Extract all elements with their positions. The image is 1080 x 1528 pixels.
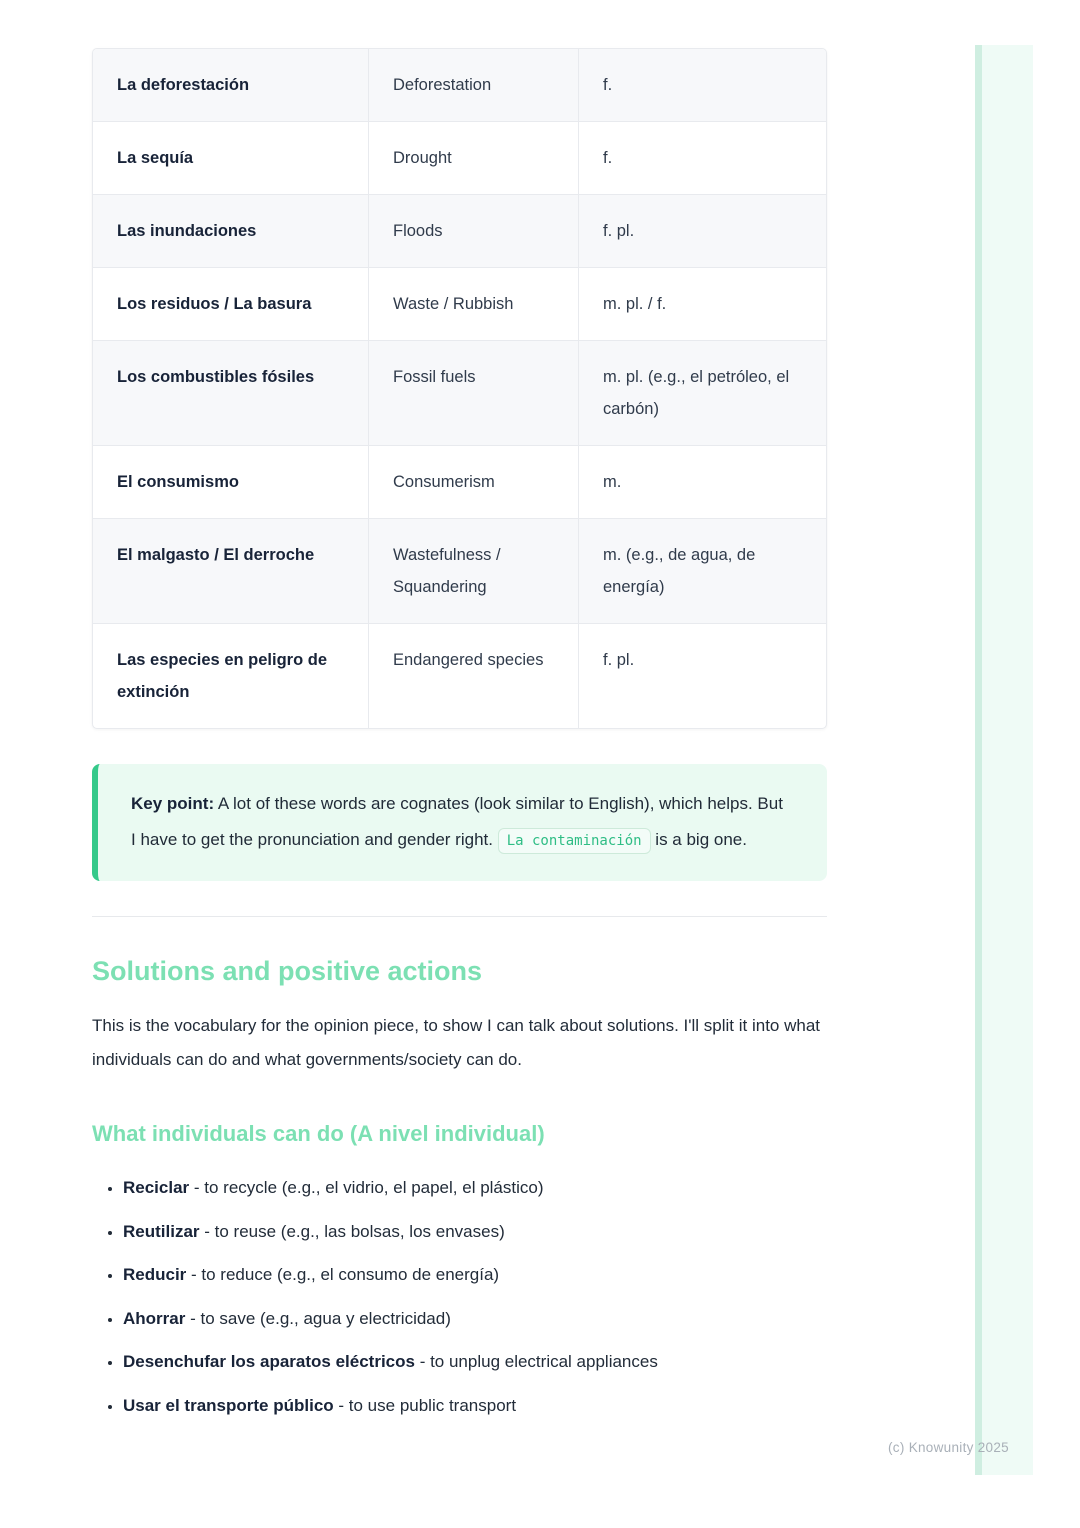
spanish-term-cell: Las especies en peligro de extinción: [117, 651, 328, 701]
key-point-callout: [92, 764, 827, 881]
action-list-item: [123, 1349, 827, 1374]
spanish-term-cell: Los residuos / La basura: [117, 295, 312, 313]
gender-cell: f. pl.: [578, 624, 826, 728]
action-term: Desenchufar los aparatos eléctricos: [123, 1352, 415, 1371]
table-row: [93, 623, 826, 728]
spanish-term-cell: La sequía: [117, 149, 194, 167]
spanish-term-cell: La deforestación: [117, 76, 250, 94]
english-translation-cell: Floods: [368, 195, 578, 267]
table-row: [93, 340, 826, 445]
gender-cell: f. pl.: [578, 195, 826, 267]
section-heading-solutions: Solutions and positive actions: [92, 956, 483, 986]
key-point-text-before: A lot of these words are cognates (look similar to English), which helps. But I have to get the pronunciation and gender right.: [131, 794, 783, 849]
action-list-item: [123, 1393, 827, 1418]
action-description: - to save (e.g., agua y electricidad): [185, 1308, 451, 1328]
page-content: [92, 48, 827, 1436]
action-list-item: [123, 1175, 827, 1200]
gender-cell: m.: [578, 446, 826, 518]
table-row: [93, 121, 826, 194]
gender-cell: m. pl. / f.: [578, 268, 826, 340]
action-description: - to use public transport: [333, 1395, 517, 1415]
table-row: [93, 445, 826, 518]
table-row: [93, 49, 826, 121]
action-term: Reciclar: [123, 1178, 190, 1197]
english-translation-cell: Fossil fuels: [368, 341, 578, 445]
table-row: [93, 194, 826, 267]
gender-cell: m. (e.g., de agua, de energía): [578, 519, 826, 623]
gender-cell: f.: [578, 49, 826, 121]
section-divider: [92, 916, 827, 917]
action-term: Reutilizar: [123, 1221, 200, 1241]
english-translation-cell: Consumerism: [368, 446, 578, 518]
table-row: [93, 267, 826, 340]
action-term: Ahorrar: [123, 1308, 186, 1328]
spanish-term-cell: El malgasto / El derroche: [117, 546, 315, 564]
action-list-item: [123, 1306, 827, 1331]
gender-cell: m. pl. (e.g., el petróleo, el carbón): [578, 341, 826, 445]
english-translation-cell: Drought: [368, 122, 578, 194]
english-translation-cell: Endangered species: [368, 624, 578, 728]
action-term: Reducir: [123, 1265, 187, 1284]
gender-cell: f.: [578, 122, 826, 194]
english-translation-cell: Deforestation: [368, 49, 578, 121]
table-row: [93, 518, 826, 623]
action-list-item: [123, 1219, 827, 1244]
solutions-intro-paragraph: This is the vocabulary for the opinion piece, to show I can talk about solutions. I'll split it into what individuals can do and what governments/society can do.: [92, 1016, 821, 1069]
action-description: - to unplug electrical appliances: [414, 1352, 658, 1371]
english-translation-cell: Waste / Rubbish: [368, 268, 578, 340]
vocab-table: [92, 48, 827, 729]
subsection-heading-individuals: What individuals can do (A nivel individual): [92, 1121, 545, 1146]
spanish-term-cell: El consumismo: [117, 473, 239, 491]
action-list-item: [123, 1262, 827, 1287]
action-term: Usar el transporte público: [123, 1395, 334, 1415]
english-translation-cell: Wastefulness / Squandering: [368, 519, 578, 623]
copyright-watermark: (c) Knowunity 2025: [888, 1440, 1009, 1455]
key-point-text-after: is a big one.: [650, 830, 747, 849]
spanish-term-cell: Las inundaciones: [117, 222, 257, 240]
action-description: - to recycle (e.g., el vidrio, el papel, el plástico): [189, 1178, 544, 1197]
inline-code-chip: La contaminación: [498, 828, 651, 854]
action-description: - to reduce (e.g., el consumo de energía): [186, 1265, 500, 1284]
action-description: - to reuse (e.g., las bolsas, los envases): [199, 1221, 505, 1241]
key-point-label: Key point:: [131, 794, 215, 813]
spanish-term-cell: Los combustibles fósiles: [117, 368, 315, 386]
page-edge-stripe: [975, 45, 1033, 1475]
individual-actions-list: [92, 1175, 827, 1418]
